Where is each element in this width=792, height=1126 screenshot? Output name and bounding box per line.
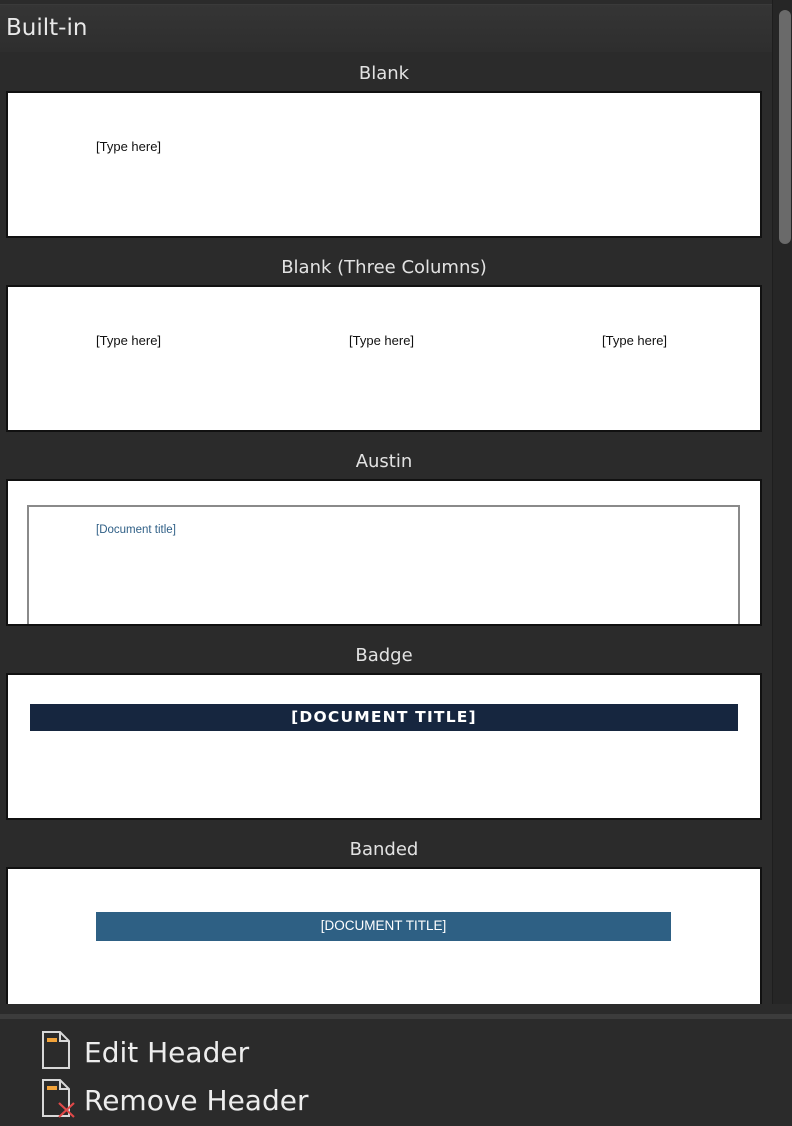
template-blank[interactable]	[6, 91, 762, 238]
remove-header-label: Remove Header	[84, 1084, 309, 1117]
placeholder-text-left: [Type here]	[96, 333, 162, 348]
document-header-remove-icon	[40, 1078, 80, 1118]
document-header-icon	[40, 1030, 72, 1070]
badge-title-bar	[30, 704, 738, 731]
template-label-austin: Austin	[355, 451, 413, 472]
template-austin[interactable]	[6, 479, 762, 626]
section-title: Built-in	[6, 15, 88, 41]
edit-header-label: Edit Header	[84, 1036, 250, 1069]
template-label-badge: Badge	[355, 645, 413, 666]
template-badge[interactable]	[6, 673, 762, 820]
placeholder-document-title: [DOCUMENT TITLE]	[320, 918, 447, 933]
edit-header-button[interactable]	[36, 1030, 356, 1074]
banded-title-bar	[96, 912, 671, 941]
template-label-banded: Banded	[349, 839, 419, 860]
scrollbar-thumb[interactable]	[779, 10, 791, 244]
template-blank-three-columns[interactable]	[6, 285, 762, 432]
placeholder-text: [Type here]	[96, 139, 162, 154]
section-header	[0, 4, 772, 52]
remove-header-button[interactable]	[36, 1078, 356, 1122]
template-label-blank: Blank	[358, 63, 410, 84]
placeholder-text-center: [Type here]	[349, 333, 415, 348]
placeholder-document-title: [Document title]	[96, 524, 176, 536]
template-banded[interactable]	[6, 867, 762, 1004]
placeholder-document-title: [DOCUMENT TITLE]	[291, 708, 477, 726]
placeholder-text-right: [Type here]	[602, 333, 668, 348]
menu-divider	[0, 1014, 792, 1019]
template-label-blank-three-columns: Blank (Three Columns)	[281, 257, 487, 278]
